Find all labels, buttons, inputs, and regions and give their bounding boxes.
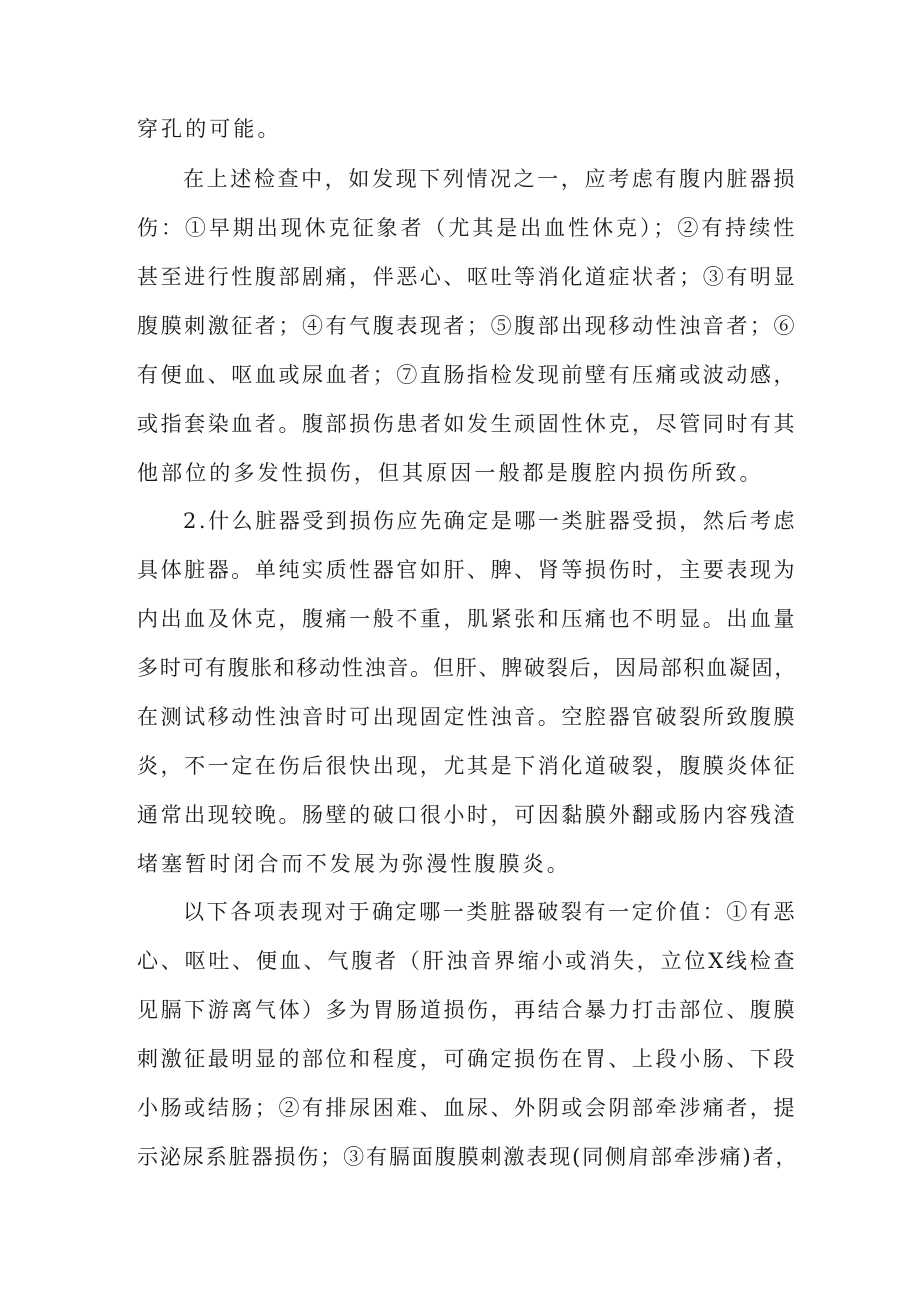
paragraph-visceral-injury-signs [137, 155, 797, 498]
text-line: 或指套染血者。腹部损伤患者如发生顽固性休克，尽管同时有其 [137, 412, 797, 436]
text-line: 刺激征最明显的部位和程度，可确定损伤在胃、上段小肠、下段 [137, 1047, 797, 1071]
text-line: 具体脏器。单纯实质性器官如肝、脾、肾等损伤时，主要表现为 [137, 558, 797, 582]
text-line: 在测试移动性浊音时可出现固定性浊音。空腔器官破裂所致腹膜 [137, 705, 797, 729]
text-line: 甚至进行性腹部剧痛，伴恶心、呕吐等消化道症状者；③有明显 [137, 265, 797, 289]
text-line: 2.什么脏器受到损伤应先确定是哪一类脏器受损，然后考虑 [183, 509, 797, 533]
text-line: 以下各项表现对于确定哪一类脏器破裂有一定价值：①有恶 [183, 900, 797, 924]
text-line: 伤：①早期出现休克征象者（尤其是出血性休克）；②有持续性 [137, 216, 797, 240]
text-line: 在上述检查中，如发现下列情况之一，应考虑有腹内脏器损 [183, 167, 797, 191]
text-line: 堵塞暂时闭合而不发展为弥漫性腹膜炎。 [137, 852, 571, 876]
text-line: 多时可有腹胀和移动性浊音。但肝、脾破裂后，因局部积血凝固， [137, 656, 797, 680]
text-line: 他部位的多发性损伤，但其原因一般都是腹腔内损伤所致。 [137, 461, 764, 485]
text-line: 见膈下游离气体）多为胃肠道损伤，再结合暴力打击部位、腹膜 [137, 998, 797, 1022]
text-line: 腹膜刺激征者；④有气腹表现者；⑤腹部出现移动性浊音者；⑥ [137, 314, 797, 338]
text-line: 炎，不一定在伤后很快出现，尤其是下消化道破裂，腹膜炎体征 [137, 754, 797, 778]
paragraph-which-organ [137, 497, 797, 889]
text-line: 示泌尿系脏器损伤；③有膈面腹膜刺激表现(同侧肩部牵涉痛)者， [137, 1145, 799, 1169]
paragraph-organ-rupture-indicators [137, 888, 797, 1182]
text-line: 心、呕吐、便血、气腹者（肝浊音界缩小或消失，立位X线检查 [137, 949, 798, 973]
text-line: 内出血及休克，腹痛一般不重，肌紧张和压痛也不明显。出血量 [137, 607, 797, 631]
text-line: 有便血、呕血或尿血者；⑦直肠指检发现前壁有压痛或波动感， [137, 363, 797, 387]
text-line: 通常出现较晚。肠壁的破口很小时，可因黏膜外翻或肠内容残渣 [137, 803, 797, 827]
paragraph-continuation [137, 105, 797, 154]
text-line: 穿孔的可能。 [137, 117, 282, 141]
text-line: 小肠或结肠；②有排尿困难、血尿、外阴或会阴部牵涉痛者，提 [137, 1096, 797, 1120]
